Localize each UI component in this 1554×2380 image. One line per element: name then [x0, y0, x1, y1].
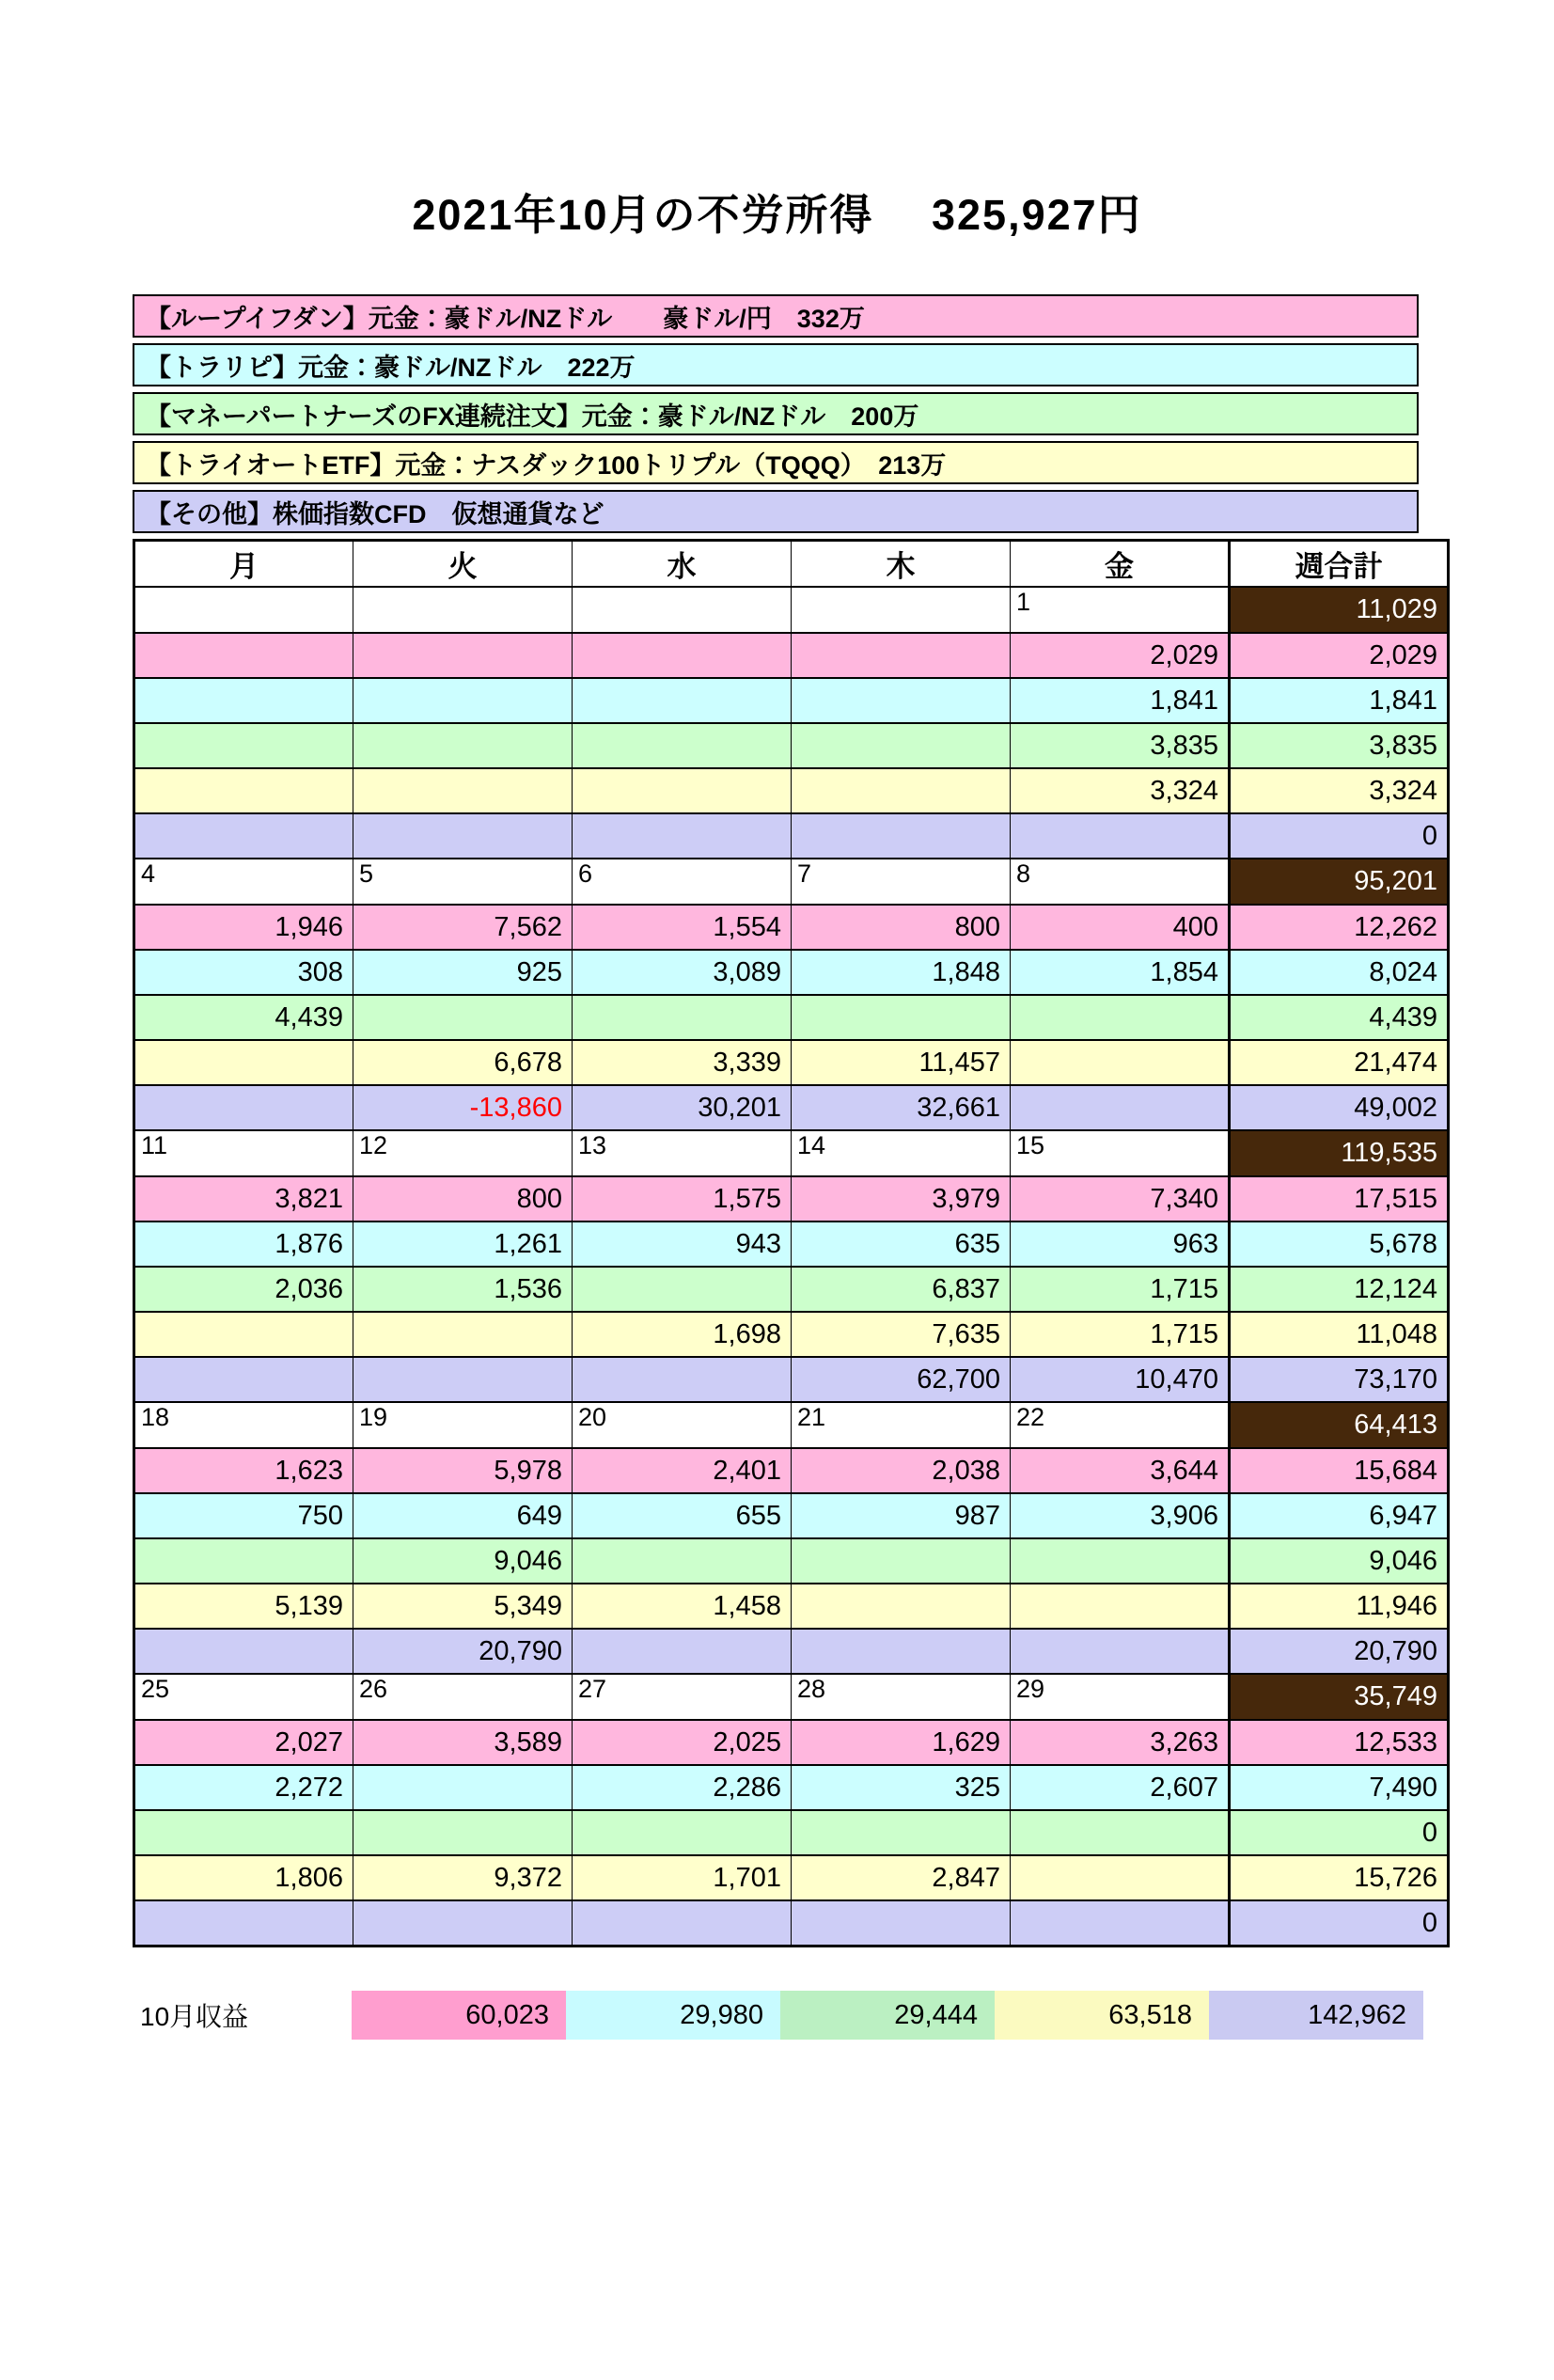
week-total-cell: 35,749 [1230, 1674, 1449, 1720]
week-total-cell: 119,535 [1230, 1130, 1449, 1176]
value-cell: 1,854 [1011, 950, 1230, 995]
value-cell [134, 1040, 353, 1085]
date-cell: 12 [353, 1130, 573, 1176]
value-cell: 1,701 [573, 1855, 792, 1900]
value-cell: 3,644 [1011, 1448, 1230, 1493]
calendar-table [133, 539, 1450, 1947]
value-cell [792, 1900, 1011, 1947]
value-cell: 1,536 [353, 1267, 573, 1312]
weekday-header: 月 [134, 541, 353, 588]
value-cell [1011, 1810, 1230, 1855]
value-cell: 3,821 [134, 1176, 353, 1222]
row-week-subtotal-cell: 15,726 [1230, 1855, 1449, 1900]
row-week-subtotal-cell: 17,515 [1230, 1176, 1449, 1222]
value-cell [1011, 813, 1230, 859]
value-cell [573, 1629, 792, 1674]
row-week-subtotal-cell: 8,024 [1230, 950, 1449, 995]
value-cell [792, 1810, 1011, 1855]
value-cell [353, 1810, 573, 1855]
value-cell [353, 633, 573, 678]
value-cell: 4,439 [134, 995, 353, 1040]
value-cell [353, 1357, 573, 1402]
week-total-cell: 64,413 [1230, 1402, 1449, 1448]
value-cell [353, 723, 573, 768]
summary-value-cell: 29,444 [780, 1991, 995, 2040]
value-cell [134, 768, 353, 813]
value-cell [792, 1629, 1011, 1674]
legend-item [133, 441, 1419, 484]
value-cell: 800 [792, 905, 1011, 950]
date-cell [353, 587, 573, 633]
date-cell: 18 [134, 1402, 353, 1448]
value-cell: 1,848 [792, 950, 1011, 995]
value-cell: 1,841 [1011, 678, 1230, 723]
value-cell: 1,261 [353, 1222, 573, 1267]
value-cell: 1,458 [573, 1584, 792, 1629]
value-cell [1011, 1538, 1230, 1584]
weekday-header: 週合計 [1230, 541, 1449, 588]
row-week-subtotal-cell: 2,029 [1230, 633, 1449, 678]
date-cell: 28 [792, 1674, 1011, 1720]
summary-value-cell: 63,518 [995, 1991, 1209, 2040]
row-week-subtotal-cell: 5,678 [1230, 1222, 1449, 1267]
value-cell: 2,286 [573, 1765, 792, 1810]
value-cell [792, 678, 1011, 723]
value-cell [134, 723, 353, 768]
value-cell [134, 678, 353, 723]
value-cell: 987 [792, 1493, 1011, 1538]
value-cell: 1,946 [134, 905, 353, 950]
value-cell: 1,554 [573, 905, 792, 950]
value-cell [792, 768, 1011, 813]
row-week-subtotal-cell: 9,046 [1230, 1538, 1449, 1584]
row-week-subtotal-cell: 7,490 [1230, 1765, 1449, 1810]
row-week-subtotal-cell: 11,946 [1230, 1584, 1449, 1629]
legend-label: 【トライオートETF】元金：ナスダック100トリプル（TQQQ） 213万 [146, 450, 947, 480]
legend-item [133, 392, 1419, 435]
value-cell: 3,089 [573, 950, 792, 995]
value-cell [573, 1538, 792, 1584]
value-cell: 655 [573, 1493, 792, 1538]
value-cell: 2,847 [792, 1855, 1011, 1900]
value-cell: 943 [573, 1222, 792, 1267]
summary-value-cell: 142,962 [1209, 1991, 1423, 2040]
value-cell: 2,401 [573, 1448, 792, 1493]
row-week-subtotal-cell: 20,790 [1230, 1629, 1449, 1674]
value-cell: 3,263 [1011, 1720, 1230, 1765]
value-cell [792, 1584, 1011, 1629]
date-cell: 8 [1011, 859, 1230, 905]
value-cell [353, 678, 573, 723]
legend-item [133, 490, 1419, 533]
value-cell [1011, 1085, 1230, 1130]
value-cell: 925 [353, 950, 573, 995]
value-cell [134, 813, 353, 859]
value-cell [134, 1629, 353, 1674]
value-cell [134, 1357, 353, 1402]
date-cell: 14 [792, 1130, 1011, 1176]
value-cell [353, 1900, 573, 1947]
value-cell: 5,139 [134, 1584, 353, 1629]
value-cell [573, 1267, 792, 1312]
value-cell [792, 723, 1011, 768]
value-cell [573, 633, 792, 678]
value-cell: 62,700 [792, 1357, 1011, 1402]
value-cell [353, 1765, 573, 1810]
value-cell: 800 [353, 1176, 573, 1222]
value-cell: 7,635 [792, 1312, 1011, 1357]
date-cell: 1 [1011, 587, 1230, 633]
value-cell [353, 995, 573, 1040]
legend-label: 【トラリピ】元金：豪ドル/NZドル 222万 [146, 353, 636, 382]
value-cell: 750 [134, 1493, 353, 1538]
row-week-subtotal-cell: 15,684 [1230, 1448, 1449, 1493]
value-cell [1011, 1040, 1230, 1085]
row-week-subtotal-cell: 0 [1230, 1810, 1449, 1855]
value-cell [573, 1810, 792, 1855]
value-cell: 11,457 [792, 1040, 1011, 1085]
row-week-subtotal-cell: 11,048 [1230, 1312, 1449, 1357]
legend-label: 【マネーパートナーズのFX連続注文】元金：豪ドル/NZドル 200万 [146, 402, 919, 431]
value-cell: 9,046 [353, 1538, 573, 1584]
row-week-subtotal-cell: 1,841 [1230, 678, 1449, 723]
date-cell: 22 [1011, 1402, 1230, 1448]
value-cell: 2,038 [792, 1448, 1011, 1493]
row-week-subtotal-cell: 12,124 [1230, 1267, 1449, 1312]
value-cell: 9,372 [353, 1855, 573, 1900]
date-cell: 5 [353, 859, 573, 905]
date-cell: 7 [792, 859, 1011, 905]
row-week-subtotal-cell: 3,835 [1230, 723, 1449, 768]
value-cell: 5,349 [353, 1584, 573, 1629]
value-cell: 7,562 [353, 905, 573, 950]
value-cell [792, 633, 1011, 678]
date-cell: 15 [1011, 1130, 1230, 1176]
week-total-cell: 11,029 [1230, 587, 1449, 633]
date-cell: 13 [573, 1130, 792, 1176]
value-cell: 1,715 [1011, 1312, 1230, 1357]
value-cell [134, 1085, 353, 1130]
legend-label: 【その他】株価指数CFD 仮想通貨など [146, 499, 604, 528]
value-cell: 1,806 [134, 1855, 353, 1900]
value-cell [134, 1810, 353, 1855]
summary-value-cell: 60,023 [352, 1991, 566, 2040]
value-cell [792, 1538, 1011, 1584]
date-cell: 19 [353, 1402, 573, 1448]
value-cell: 3,589 [353, 1720, 573, 1765]
row-week-subtotal-cell: 6,947 [1230, 1493, 1449, 1538]
value-cell: 3,339 [573, 1040, 792, 1085]
value-cell: 1,698 [573, 1312, 792, 1357]
row-week-subtotal-cell: 73,170 [1230, 1357, 1449, 1402]
date-cell: 11 [134, 1130, 353, 1176]
value-cell: 400 [1011, 905, 1230, 950]
value-cell: 6,678 [353, 1040, 573, 1085]
value-cell: 325 [792, 1765, 1011, 1810]
date-cell: 27 [573, 1674, 792, 1720]
page-title: 2021年10月の不労所得 325,927円 [412, 191, 1142, 239]
value-cell: 2,272 [134, 1765, 353, 1810]
value-cell: 1,629 [792, 1720, 1011, 1765]
value-cell: 1,575 [573, 1176, 792, 1222]
summary-label: 10月収益 [140, 2002, 249, 2031]
row-week-subtotal-cell: 21,474 [1230, 1040, 1449, 1085]
value-cell [792, 813, 1011, 859]
value-cell: 2,025 [573, 1720, 792, 1765]
value-cell: 635 [792, 1222, 1011, 1267]
value-cell [1011, 1629, 1230, 1674]
value-cell: 7,340 [1011, 1176, 1230, 1222]
value-cell: -13,860 [353, 1085, 573, 1130]
legend [133, 294, 1419, 533]
value-cell [573, 1900, 792, 1947]
legend-label: 【ループイフダン】元金：豪ドル/NZドル 豪ドル/円 332万 [146, 304, 865, 333]
value-cell: 963 [1011, 1222, 1230, 1267]
date-cell: 25 [134, 1674, 353, 1720]
row-week-subtotal-cell: 4,439 [1230, 995, 1449, 1040]
value-cell: 2,607 [1011, 1765, 1230, 1810]
value-cell [573, 1357, 792, 1402]
value-cell: 649 [353, 1493, 573, 1538]
weekday-header: 木 [792, 541, 1011, 588]
weekday-header: 金 [1011, 541, 1230, 588]
value-cell: 3,324 [1011, 768, 1230, 813]
value-cell: 1,623 [134, 1448, 353, 1493]
row-week-subtotal-cell: 3,324 [1230, 768, 1449, 813]
value-cell: 2,027 [134, 1720, 353, 1765]
date-cell [792, 587, 1011, 633]
legend-item [133, 343, 1419, 386]
date-cell: 26 [353, 1674, 573, 1720]
row-week-subtotal-cell: 49,002 [1230, 1085, 1449, 1130]
value-cell: 1,876 [134, 1222, 353, 1267]
value-cell [573, 995, 792, 1040]
date-cell: 4 [134, 859, 353, 905]
date-cell [134, 587, 353, 633]
value-cell: 3,979 [792, 1176, 1011, 1222]
date-cell: 20 [573, 1402, 792, 1448]
value-cell: 20,790 [353, 1629, 573, 1674]
value-cell [134, 1900, 353, 1947]
value-cell [573, 768, 792, 813]
legend-item [133, 294, 1419, 338]
value-cell [792, 995, 1011, 1040]
value-cell [573, 678, 792, 723]
value-cell: 2,029 [1011, 633, 1230, 678]
value-cell [1011, 1900, 1230, 1947]
value-cell: 5,978 [353, 1448, 573, 1493]
weekday-header: 火 [353, 541, 573, 588]
weekday-header: 水 [573, 541, 792, 588]
summary-value-cell: 29,980 [566, 1991, 780, 2040]
value-cell: 308 [134, 950, 353, 995]
value-cell [1011, 1855, 1230, 1900]
value-cell [353, 768, 573, 813]
value-cell: 3,835 [1011, 723, 1230, 768]
monthly-summary [133, 1991, 1554, 2040]
date-cell: 21 [792, 1402, 1011, 1448]
date-cell: 29 [1011, 1674, 1230, 1720]
value-cell [134, 1538, 353, 1584]
value-cell [353, 813, 573, 859]
value-cell: 3,906 [1011, 1493, 1230, 1538]
value-cell [1011, 1584, 1230, 1629]
row-week-subtotal-cell: 0 [1230, 1900, 1449, 1947]
row-week-subtotal-cell: 12,533 [1230, 1720, 1449, 1765]
week-total-cell: 95,201 [1230, 859, 1449, 905]
value-cell: 6,837 [792, 1267, 1011, 1312]
value-cell [134, 633, 353, 678]
value-cell [1011, 995, 1230, 1040]
value-cell [573, 813, 792, 859]
row-week-subtotal-cell: 0 [1230, 813, 1449, 859]
value-cell: 2,036 [134, 1267, 353, 1312]
date-cell: 6 [573, 859, 792, 905]
row-week-subtotal-cell: 12,262 [1230, 905, 1449, 950]
value-cell [353, 1312, 573, 1357]
value-cell: 32,661 [792, 1085, 1011, 1130]
value-cell [573, 723, 792, 768]
date-cell [573, 587, 792, 633]
value-cell: 10,470 [1011, 1357, 1230, 1402]
value-cell [134, 1312, 353, 1357]
value-cell: 1,715 [1011, 1267, 1230, 1312]
value-cell: 30,201 [573, 1085, 792, 1130]
spreadsheet-page [0, 181, 1554, 2380]
